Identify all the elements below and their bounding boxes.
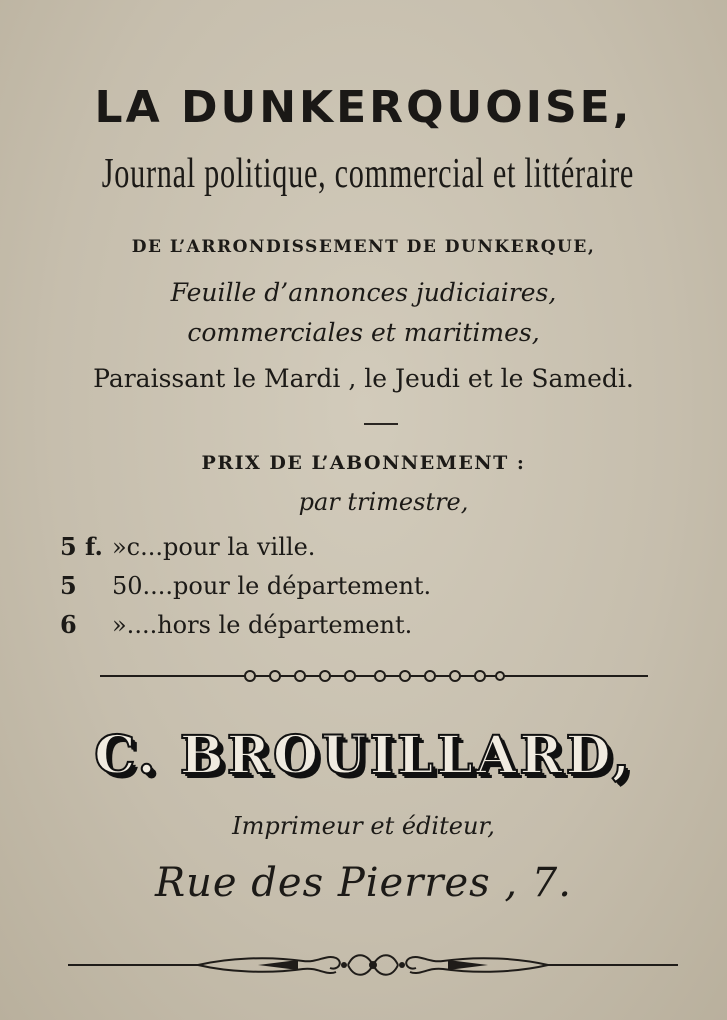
notices-line-1: Feuille d’annonces judiciaires, <box>170 278 557 307</box>
publisher-address: Rue des Pierres , 7. <box>155 860 572 906</box>
scroll-ornament <box>68 944 678 986</box>
notices-line-2: commerciales et maritimes, <box>187 318 540 347</box>
price-row <box>60 571 431 600</box>
price-detail: 50....pour le département. <box>112 572 432 600</box>
short-divider <box>364 423 398 425</box>
publisher-role: Imprimeur et éditeur, <box>232 812 495 840</box>
price-detail: »c...pour la ville. <box>112 533 316 561</box>
publication-schedule: Paraissant le Mardi , le Jeudi et le Samedi. <box>93 364 634 393</box>
publisher-name: C. BROUILLARD, <box>94 725 633 786</box>
price-amount: 6 <box>60 610 77 639</box>
newspaper-subtitle: Journal politique, commercial et littéraire <box>101 151 635 197</box>
chain-divider-ornament <box>100 665 648 687</box>
price-amount: 5 f. <box>60 532 103 561</box>
newspaper-title: LA DUNKERQUOISE, <box>94 82 633 133</box>
subscription-period: par trimestre, <box>298 488 469 516</box>
price-amount: 5 <box>60 571 77 600</box>
price-row <box>60 532 315 561</box>
price-row <box>60 610 412 639</box>
subscription-heading: PRIX DE L’ABONNEMENT : <box>201 452 526 474</box>
price-detail: »....hors le département. <box>112 611 413 639</box>
district-line: DE L’ARRONDISSEMENT DE DUNKERQUE, <box>131 237 596 257</box>
